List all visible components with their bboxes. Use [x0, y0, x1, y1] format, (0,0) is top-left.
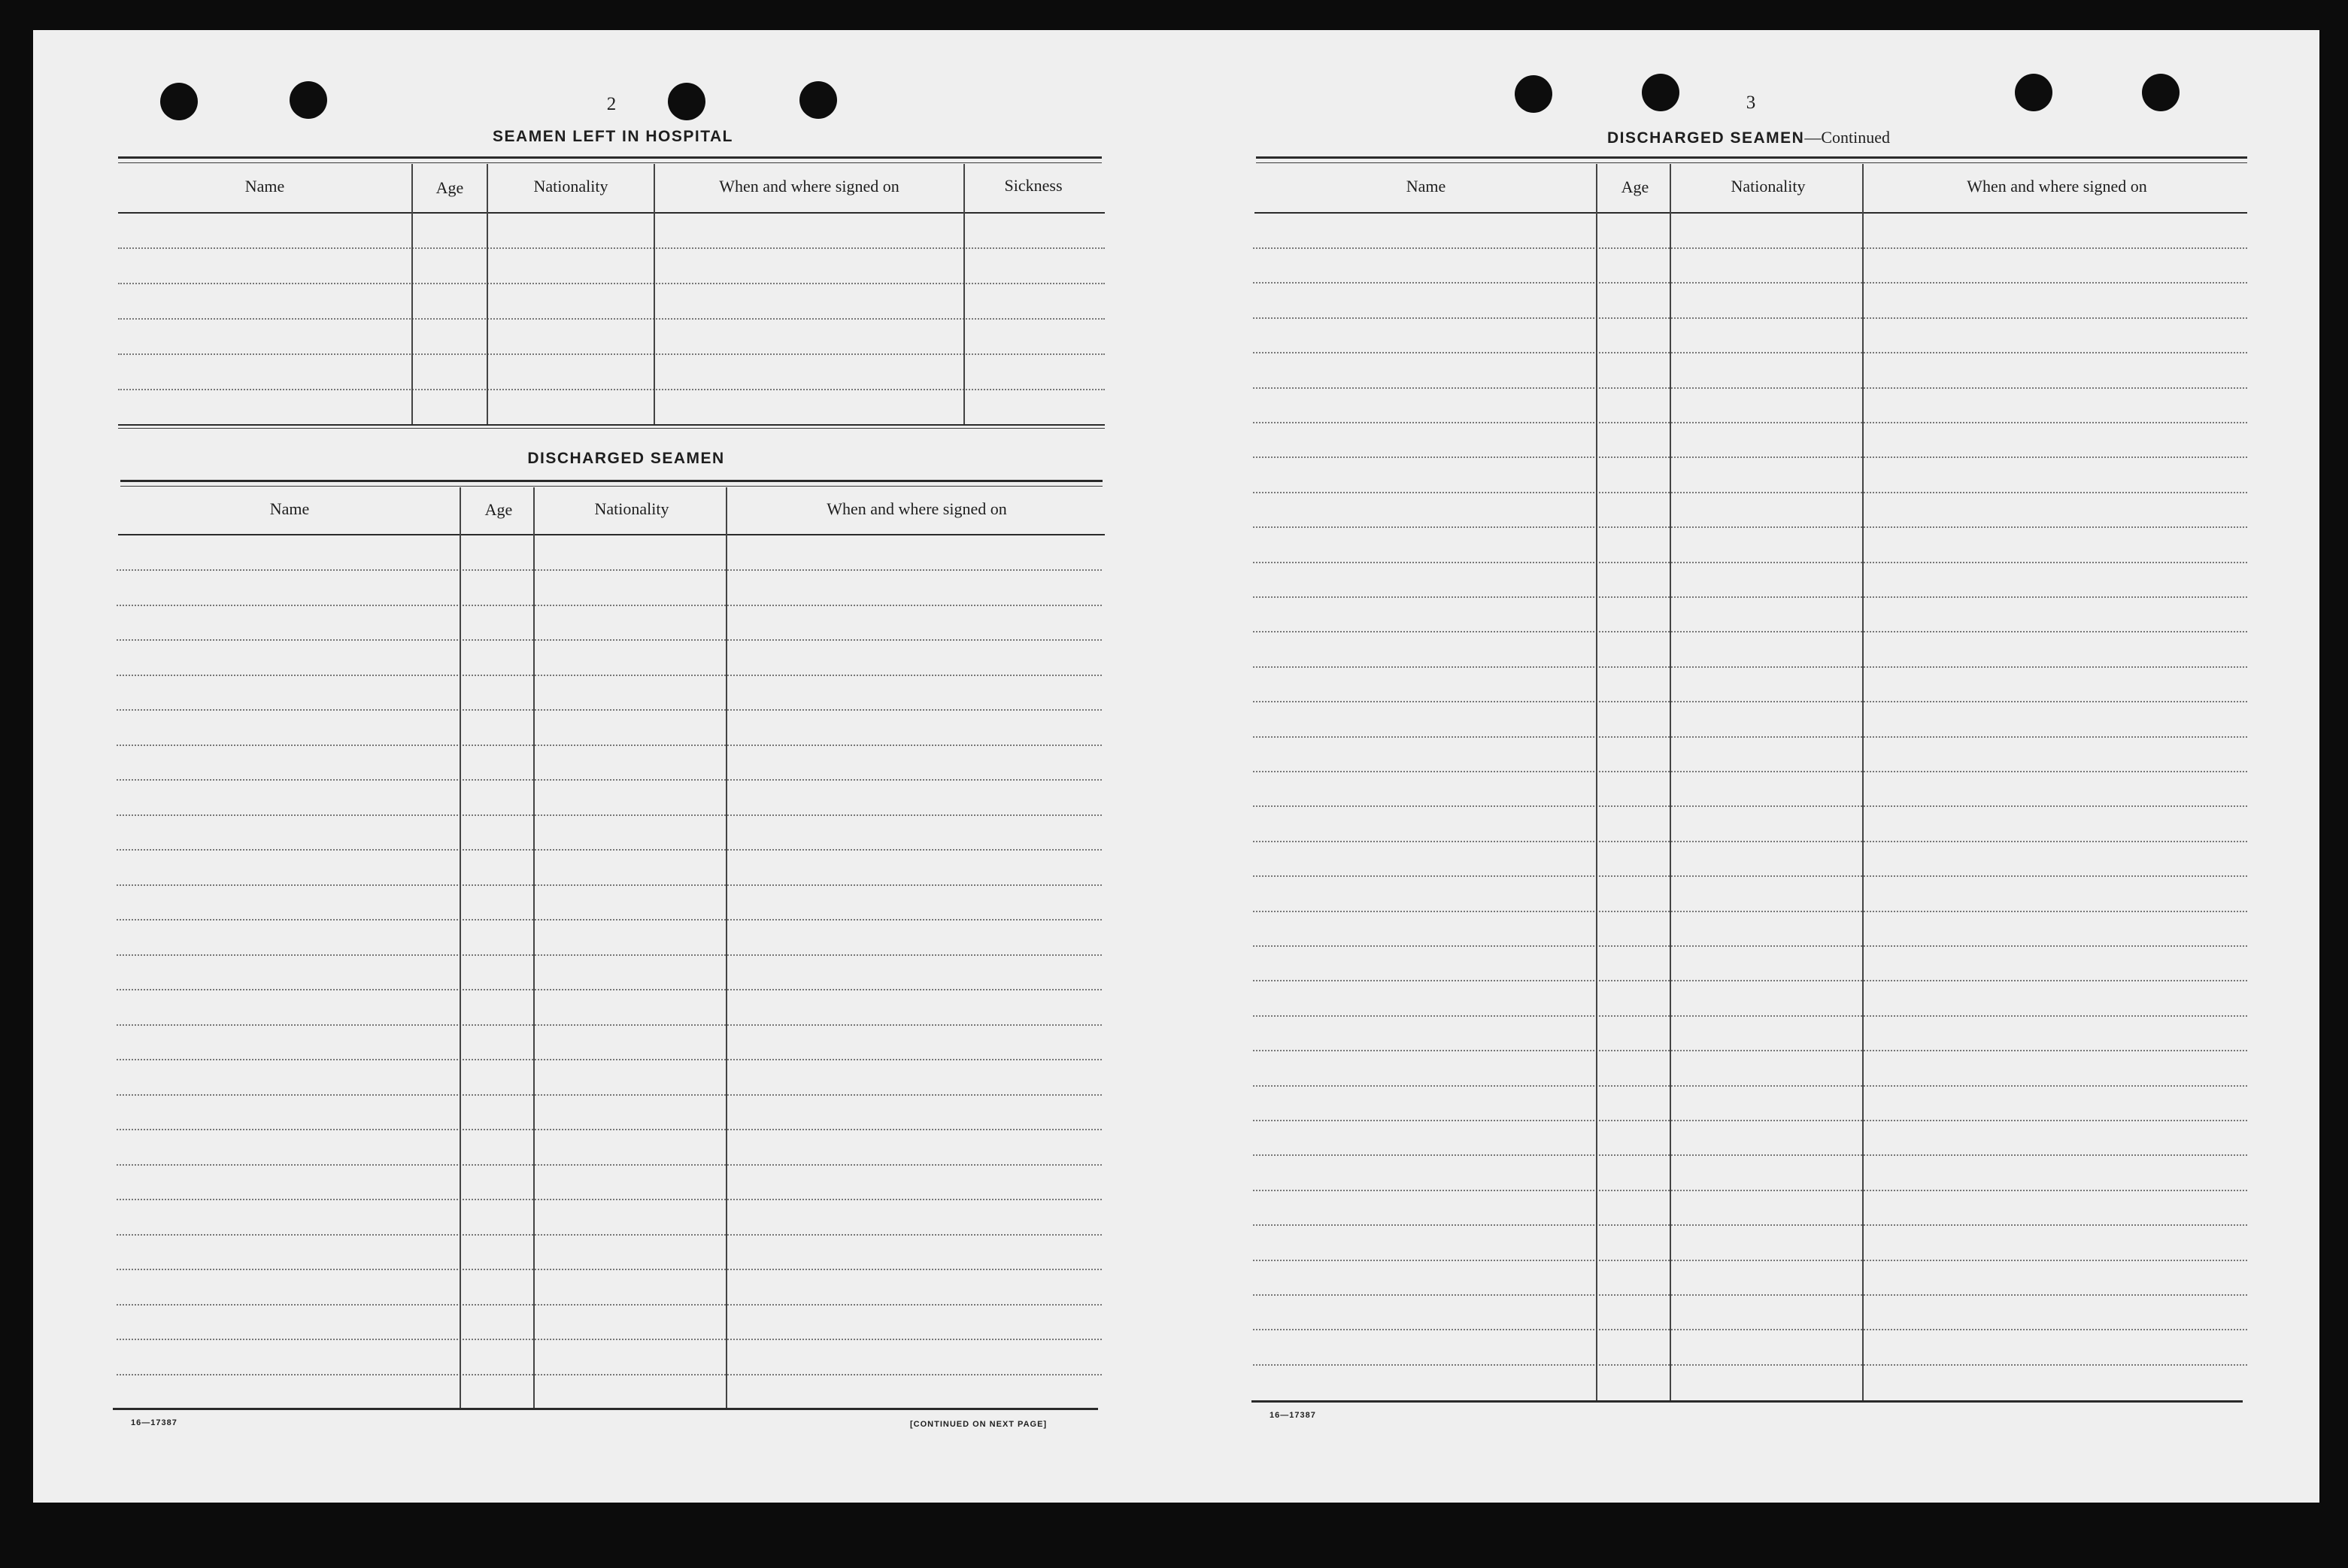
form-sheet: [33, 30, 2319, 1503]
discharged-row-line: [117, 779, 1102, 781]
right-discharged-row-line: [1253, 387, 2247, 389]
discharged-row-line: [117, 605, 1102, 606]
right-discharged-row-line: [1253, 666, 2247, 668]
form-code-right: 16—17387: [1270, 1411, 1316, 1420]
hospital-col-signed-on: When and where signed on: [719, 177, 899, 196]
discharged-row-line: [117, 1374, 1102, 1375]
punch-hole-4: [799, 81, 837, 119]
right-title-main: DISCHARGED SEAMEN: [1606, 129, 1805, 147]
hospital-row-line: [118, 318, 1105, 320]
discharged-row-line: [117, 1129, 1102, 1130]
discharged-row-line: [117, 884, 1102, 886]
right-title-suffix: —Continued: [1804, 128, 1891, 147]
right-discharged-row-line: [1253, 562, 2247, 563]
right-discharged-row-line: [1253, 596, 2247, 598]
right-col-name: Name: [1406, 177, 1446, 196]
right-discharged-row-line: [1253, 1294, 2247, 1296]
right-discharged-row-line: [1253, 422, 2247, 423]
discharged-row-line: [117, 849, 1102, 851]
punch-hole-6: [1642, 74, 1679, 111]
discharged-row-line: [117, 1024, 1102, 1026]
right-discharged-row-line: [1253, 736, 2247, 738]
discharged-row-line: [117, 709, 1102, 711]
punch-hole-3: [668, 83, 705, 120]
right-discharged-row-line: [1253, 771, 2247, 772]
right-discharged-row-line: [1253, 1329, 2247, 1330]
right-discharged-row-line: [1253, 1154, 2247, 1156]
hospital-col-nationality: Nationality: [533, 177, 608, 196]
discharged-row-line: [117, 954, 1102, 956]
discharged-row-line: [117, 639, 1102, 641]
discharged-row-line: [117, 1269, 1102, 1270]
right-discharged-row-line: [1253, 701, 2247, 702]
right-col-age: Age: [1621, 177, 1649, 196]
right-discharged-row-line: [1253, 282, 2247, 284]
right-discharged-row-line: [1253, 1015, 2247, 1017]
discharged-row-line: [117, 1234, 1102, 1236]
discharged-row-line: [117, 989, 1102, 990]
discharged-row-line: [117, 569, 1102, 571]
discharged-col-name: Name: [269, 499, 310, 518]
punch-hole-2: [290, 81, 327, 119]
hospital-row-line: [118, 247, 1105, 249]
right-discharged-row-line: [1253, 492, 2247, 493]
hospital-section-title: SEAMEN LEFT IN HOSPITAL: [493, 128, 733, 145]
right-discharged-row-line: [1253, 1224, 2247, 1226]
discharged-row-line: [117, 1304, 1102, 1306]
right-discharged-row-line: [1253, 1050, 2247, 1051]
discharged-row-line: [117, 675, 1102, 676]
page-number-right: 3: [1746, 93, 1756, 113]
right-discharged-row-line: [1253, 1190, 2247, 1191]
form-code-left: 16—17387: [131, 1418, 177, 1427]
hospital-col-name: Name: [244, 177, 285, 196]
right-col-signed-on: When and where signed on: [1967, 177, 2147, 196]
discharged-section-title: DISCHARGED SEAMEN: [527, 450, 725, 467]
hospital-col-sickness: Sickness: [1004, 176, 1063, 195]
discharged-col-age: Age: [484, 500, 513, 519]
hospital-row-line: [118, 353, 1105, 355]
right-discharged-row-line: [1253, 317, 2247, 319]
discharged-row-line: [117, 1059, 1102, 1060]
hospital-row-line: [118, 283, 1105, 284]
right-discharged-row-line: [1253, 841, 2247, 842]
discharged-row-line: [117, 1094, 1102, 1096]
right-discharged-row-line: [1253, 631, 2247, 632]
right-discharged-row-line: [1253, 805, 2247, 807]
right-discharged-row-line: [1253, 526, 2247, 528]
right-discharged-row-line: [1253, 980, 2247, 981]
discharged-col-nationality: Nationality: [594, 499, 669, 518]
discharged-row-line: [117, 1199, 1102, 1200]
discharged-row-line: [117, 745, 1102, 746]
right-discharged-row-line: [1253, 945, 2247, 947]
discharged-row-line: [117, 1339, 1102, 1340]
discharged-row-line: [117, 1164, 1102, 1166]
right-discharged-row-line: [1253, 456, 2247, 458]
right-section-title: [1497, 128, 2001, 147]
right-discharged-row-line: [1253, 1085, 2247, 1087]
right-discharged-row-line: [1253, 1260, 2247, 1261]
hospital-col-age: Age: [435, 178, 464, 197]
right-discharged-row-line: [1253, 1120, 2247, 1121]
discharged-row-line: [117, 814, 1102, 816]
right-col-nationality: Nationality: [1731, 177, 1806, 196]
right-discharged-row-line: [1253, 352, 2247, 353]
punch-hole-7: [2015, 74, 2052, 111]
discharged-row-line: [117, 919, 1102, 920]
right-discharged-row-line: [1253, 247, 2247, 249]
right-discharged-row-line: [1253, 1364, 2247, 1366]
right-discharged-row-line: [1253, 875, 2247, 877]
punch-hole-5: [1515, 75, 1552, 113]
right-discharged-row-line: [1253, 911, 2247, 912]
discharged-col-signed-on: When and where signed on: [827, 499, 1007, 518]
page-number-left: 2: [606, 94, 617, 114]
continued-note: [CONTINUED ON NEXT PAGE]: [910, 1420, 1048, 1429]
hospital-row-line: [118, 389, 1105, 390]
punch-hole-8: [2142, 74, 2180, 111]
punch-hole-1: [160, 83, 198, 120]
